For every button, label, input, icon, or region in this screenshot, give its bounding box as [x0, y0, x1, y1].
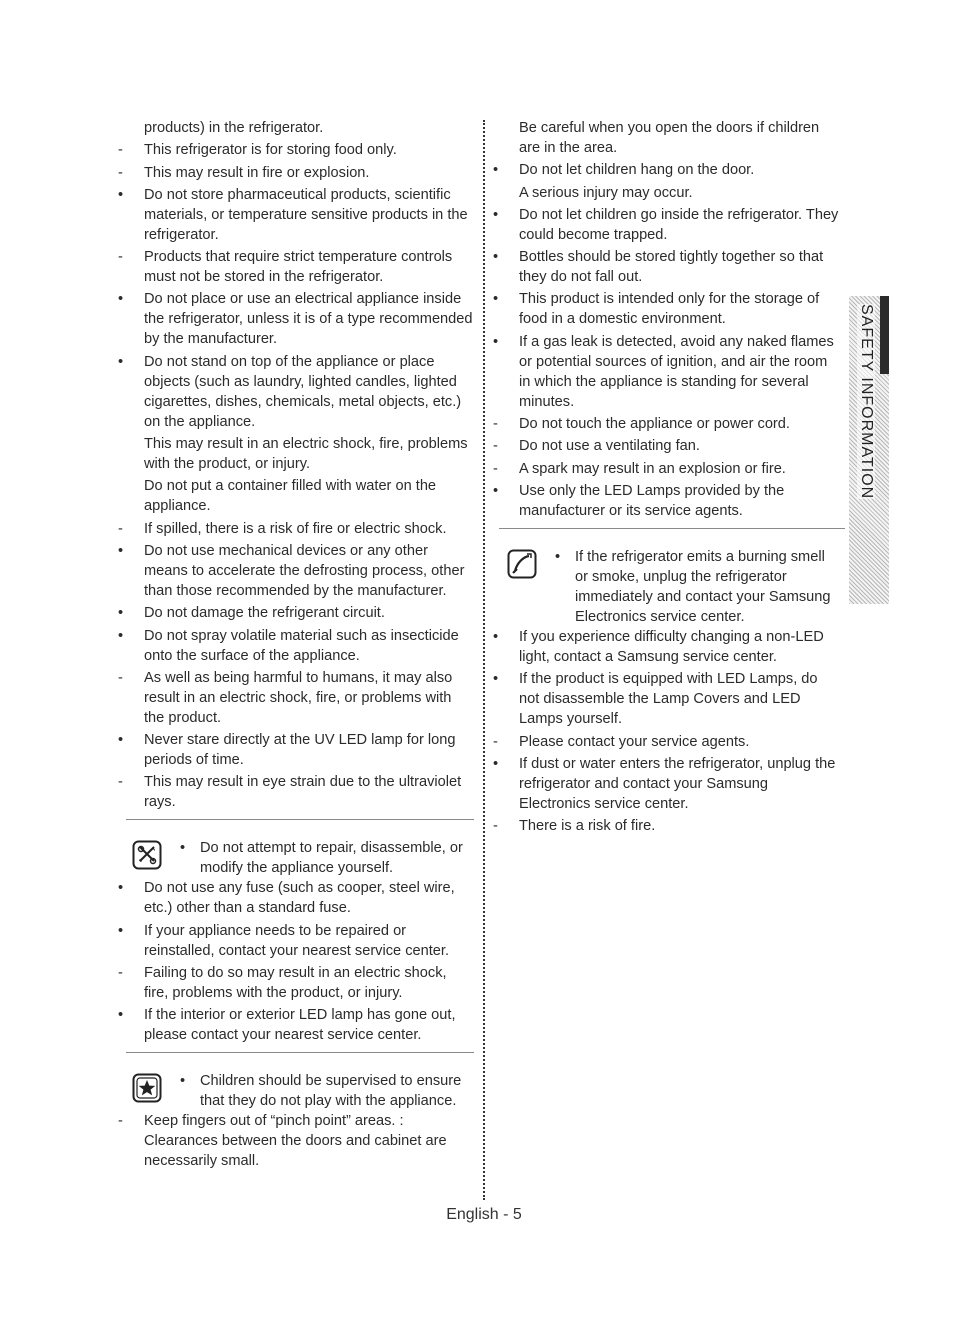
item-text: Do not damage the refrigerant circuit. [144, 605, 385, 622]
bullet-marker: • [180, 840, 186, 857]
bullet-item [114, 541, 474, 601]
dash-item [114, 247, 474, 287]
item-text: Do not use any fuse (such as cooper, steel wire, etc.) other than a standard fuse. [144, 880, 455, 917]
item-text: Do not use mechanical devices or any other means to accelerate the defrosting process, other than those recommended by the manufacturer. [144, 542, 465, 599]
list-marker: • [118, 186, 124, 203]
list-marker: • [118, 922, 124, 939]
item-text: A spark may result in an explosion or fire. [519, 460, 786, 477]
dash-item [489, 436, 841, 456]
list-marker: • [118, 1007, 124, 1024]
unplug-icon [507, 549, 537, 579]
item-text: This may result in an electric shock, fire, problems with the product, or injury. [144, 436, 468, 473]
list-marker: • [118, 353, 124, 370]
bullet-item [489, 669, 841, 729]
list-marker: - [118, 164, 123, 181]
bullet-item [114, 878, 474, 918]
list-marker: • [493, 482, 499, 499]
bullet-item [489, 205, 841, 245]
list-marker: • [118, 880, 124, 897]
continuation-item [489, 183, 841, 203]
list-marker: - [118, 965, 123, 982]
bullet-item [114, 921, 474, 961]
bullet-item [489, 627, 841, 667]
item-text: Do not store pharmaceutical products, scientific materials, or temperature sensitive products in the refrigerator. [144, 186, 468, 243]
section-rule [126, 819, 474, 820]
list-marker: • [118, 627, 124, 644]
continuation-item [114, 434, 474, 474]
item-text: Use only the LED Lamps provided by the manufacturer or its service agents. [519, 482, 785, 519]
item-text: If the product is equipped with LED Lamps, do not disassemble the Lamp Covers and LED Lamps yourself. [519, 671, 818, 728]
item-text: If spilled, there is a risk of fire or electric shock. [144, 520, 447, 537]
section-side-tab [849, 296, 889, 604]
smoke-warning-lead: If the refrigerator emits a burning smell or smoke, unplug the refrigerator immediately and contact your Samsung Electronics service center. [575, 548, 831, 625]
list-marker: • [493, 162, 499, 179]
bullet-item [489, 160, 841, 180]
continuation-item [489, 118, 841, 158]
item-text: Products that require strict temperature controls must not be stored in the refrigerator. [144, 249, 453, 286]
dash-item [114, 519, 474, 539]
list-marker: • [118, 605, 124, 622]
item-text: If the interior or exterior LED lamp has gone out, please contact your nearest service center. [144, 1007, 456, 1044]
bullet-item [114, 352, 474, 432]
list-marker: - [118, 1113, 123, 1130]
item-text: If a gas leak is detected, avoid any naked flames or potential sources of ignition, and air the room in which the appliance is standing for several minutes. [519, 333, 834, 410]
page-footer: English - 5 [446, 1206, 522, 1223]
left-section-repair [114, 878, 474, 1045]
bullet-item [489, 247, 841, 287]
bullet-item [114, 730, 474, 770]
section-rule [126, 1052, 474, 1053]
dash-item [114, 140, 474, 160]
side-tab-bar [880, 296, 889, 374]
item-text: Please contact your service agents. [519, 733, 750, 750]
item-text: Bottles should be stored tightly together so that they do not fall out. [519, 249, 824, 286]
item-text: Keep fingers out of “pinch point” areas. : Clearances between the doors and cabinet are necessarily small. [144, 1113, 447, 1170]
bullet-item [114, 603, 474, 623]
no-disassembly-icon [132, 840, 162, 870]
bullet-item [114, 626, 474, 666]
item-text: Do not stand on top of the appliance or place objects (such as laundry, lighted candles, lighted cigarettes, dishes, chemicals, metal objects, etc.) on the appliance. [144, 353, 462, 430]
list-marker: - [493, 733, 498, 750]
dash-item [489, 816, 841, 836]
dash-item [114, 163, 474, 183]
left-column [114, 118, 474, 1174]
left-section-children [114, 1111, 474, 1171]
dash-item [114, 668, 474, 728]
right-column [489, 118, 841, 838]
bullet-marker: • [180, 1073, 186, 1090]
list-marker: - [493, 416, 498, 433]
item-text: If you experience difficulty changing a non-LED light, contact a Samsung service center. [519, 628, 824, 665]
item-text: Never stare directly at the UV LED lamp for long periods of time. [144, 732, 456, 769]
repair-warning-lead: Do not attempt to repair, disassemble, or modify the appliance yourself. [200, 840, 463, 877]
dash-item [489, 732, 841, 752]
continuation-item [114, 118, 474, 138]
list-marker: • [493, 628, 499, 645]
item-text: This refrigerator is for storing food only. [144, 142, 397, 159]
list-marker: - [493, 438, 498, 455]
item-text: This product is intended only for the storage of food in a domestic environment. [519, 291, 820, 328]
item-text: Failing to do so may result in an electric shock, fire, problems with the product, or injury. [144, 965, 447, 1002]
bullet-item [489, 332, 841, 412]
list-marker: • [493, 249, 499, 266]
item-text: Be careful when you open the doors if children are in the area. [519, 120, 820, 156]
dash-item [114, 963, 474, 1003]
smoke-warning-block [489, 547, 841, 627]
repair-warning-block [114, 838, 474, 878]
item-text: Do not spray volatile material such as insecticide onto the surface of the appliance. [144, 627, 459, 664]
list-marker: - [118, 142, 123, 159]
item-text: If your appliance needs to be repaired or reinstalled, contact your nearest service center. [144, 922, 450, 959]
dash-item [489, 414, 841, 434]
list-marker: • [493, 333, 499, 350]
dash-item [489, 459, 841, 479]
dash-item [114, 772, 474, 812]
bullet-item [114, 185, 474, 245]
list-marker: - [118, 249, 123, 266]
item-text: Do not use a ventilating fan. [519, 438, 700, 455]
bullet-item [489, 754, 841, 814]
star-note-icon [132, 1073, 162, 1103]
item-text: This may result in eye strain due to the ultraviolet rays. [144, 774, 462, 811]
list-marker: • [118, 542, 124, 559]
item-text: Do not let children hang on the door. [519, 162, 755, 179]
children-note-block [114, 1071, 474, 1111]
list-marker: • [493, 206, 499, 223]
dash-item [114, 1111, 474, 1171]
continuation-item [114, 476, 474, 516]
item-text: As well as being harmful to humans, it may also result in an electric shock, fire, or problems with the product. [144, 669, 453, 726]
list-marker: - [493, 818, 498, 835]
item-text: products) in the refrigerator. [144, 120, 324, 136]
right-section-general [489, 118, 841, 521]
list-marker: - [118, 774, 123, 791]
section-rule [499, 528, 845, 529]
item-text: Do not put a container filled with water on the appliance. [144, 478, 437, 515]
side-tab-label: SAFETY INFORMATION [858, 304, 875, 500]
list-marker: • [118, 291, 124, 308]
column-divider [483, 120, 485, 1200]
item-text: A serious injury may occur. [519, 184, 693, 201]
right-section-lamps [489, 627, 841, 836]
item-text: Do not place or use an electrical appliance inside the refrigerator, unless it is of a type recommended by the manufacturer. [144, 291, 473, 348]
list-marker: - [493, 460, 498, 477]
bullet-item [114, 1005, 474, 1045]
list-marker: - [118, 520, 123, 537]
list-marker: • [118, 732, 124, 749]
bullet-item [489, 289, 841, 329]
list-marker: • [493, 291, 499, 308]
item-text: Do not let children go inside the refrigerator. They could become trapped. [519, 206, 839, 243]
item-text: Do not touch the appliance or power cord. [519, 416, 790, 433]
bullet-item [114, 289, 474, 349]
item-text: This may result in fire or explosion. [144, 164, 370, 181]
children-note-lead: Children should be supervised to ensure that they do not play with the appliance. [200, 1073, 462, 1110]
bullet-item [489, 481, 841, 521]
list-marker: • [493, 755, 499, 772]
list-marker: • [493, 671, 499, 688]
bullet-marker: • [555, 548, 561, 565]
left-section-general [114, 118, 474, 812]
item-text: If dust or water enters the refrigerator, unplug the refrigerator and contact your Samsung Electronics service center. [519, 755, 836, 812]
item-text: There is a risk of fire. [519, 818, 656, 835]
list-marker: - [118, 669, 123, 686]
